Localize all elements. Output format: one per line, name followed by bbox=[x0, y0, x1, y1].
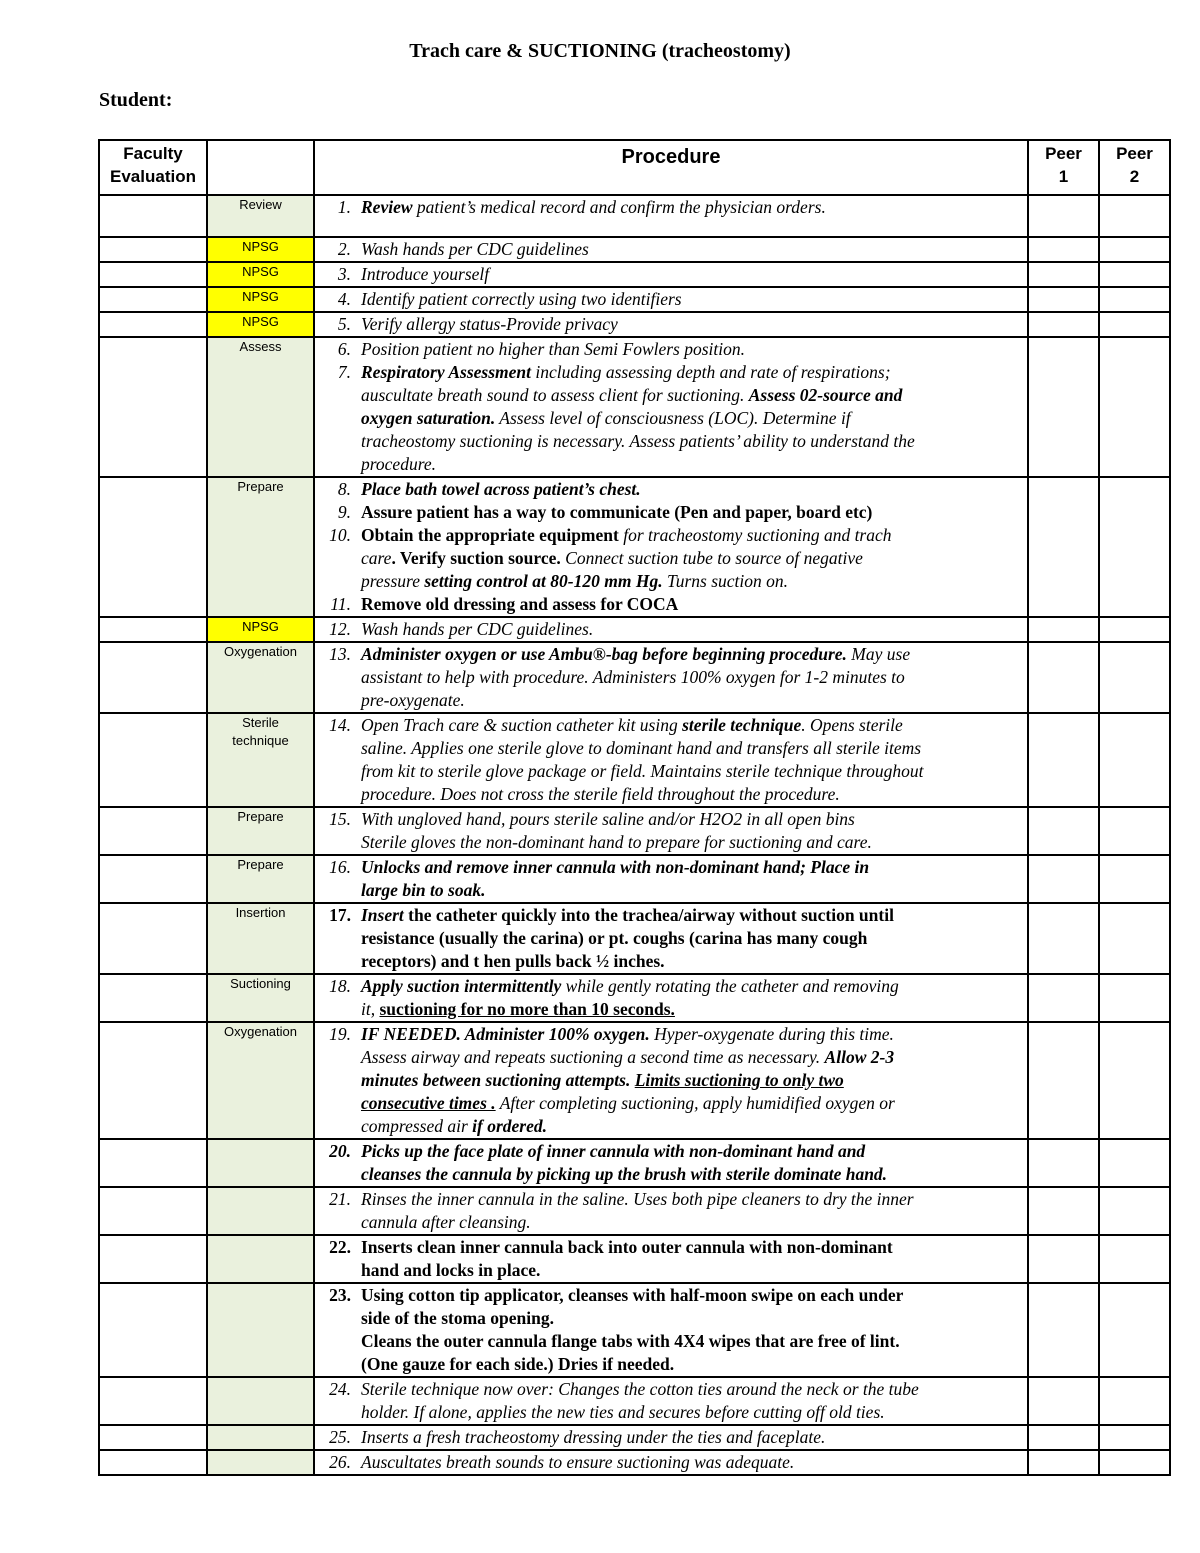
peer2-check-cell[interactable] bbox=[1099, 713, 1170, 807]
faculty-check-cell[interactable] bbox=[99, 262, 207, 287]
step-text: 8. Place bath towel across patient’s chest. 9. Assure patient has a way to communicate (Pen and paper, board etc) 10. Obtain the appropriate equipment for tracheostomy suctioning and trach care. Verify suction source. Connect suction tube to source of negative pressure setting control at 80-120 mm Hg. Turns suction on. 11. Remove old dressing and assess for COCA bbox=[314, 477, 1028, 617]
table-row bbox=[99, 337, 1170, 477]
peer1-check-cell[interactable] bbox=[1028, 1283, 1099, 1377]
peer1-check-cell[interactable] bbox=[1028, 1187, 1099, 1235]
header-row bbox=[99, 140, 1170, 195]
table-row bbox=[99, 1235, 1170, 1283]
peer1-check-cell[interactable] bbox=[1028, 903, 1099, 974]
peer1-check-cell[interactable] bbox=[1028, 237, 1099, 262]
faculty-check-cell[interactable] bbox=[99, 1022, 207, 1139]
peer2-check-cell[interactable] bbox=[1099, 642, 1170, 713]
table-row bbox=[99, 855, 1170, 903]
table-row bbox=[99, 1377, 1170, 1425]
category-label bbox=[207, 1377, 314, 1425]
faculty-check-cell[interactable] bbox=[99, 337, 207, 477]
step-text: 21. Rinses the inner cannula in the saline. Uses both pipe cleaners to dry the inner cannula after cleansing. bbox=[314, 1187, 1028, 1235]
peer1-check-cell[interactable] bbox=[1028, 807, 1099, 855]
step-text: 5. Verify allergy status-Provide privacy bbox=[314, 312, 1028, 337]
category-label bbox=[207, 1283, 314, 1377]
category-label: Prepare bbox=[207, 477, 314, 617]
peer1-check-cell[interactable] bbox=[1028, 337, 1099, 477]
step-text: 3. Introduce yourself bbox=[314, 262, 1028, 287]
procedure-header: Procedure bbox=[314, 140, 1028, 195]
step-text: 4. Identify patient correctly using two identifiers bbox=[314, 287, 1028, 312]
peer2-check-cell[interactable] bbox=[1099, 312, 1170, 337]
category-label bbox=[207, 1187, 314, 1235]
step-text: 24. Sterile technique now over: Changes the cotton ties around the neck or the tube holder. If alone, applies the new ties and secures before cutting off old ties. bbox=[314, 1377, 1028, 1425]
faculty-check-cell[interactable] bbox=[99, 1377, 207, 1425]
peer1-check-cell[interactable] bbox=[1028, 1425, 1099, 1450]
step-text: 26. Auscultates breath sounds to ensure suctioning was adequate. bbox=[314, 1450, 1028, 1475]
category-label: Assess bbox=[207, 337, 314, 477]
step-text: 18. Apply suction intermittently while gently rotating the catheter and removing it, suctioning for no more than 10 seconds. bbox=[314, 974, 1028, 1022]
peer2-check-cell[interactable] bbox=[1099, 287, 1170, 312]
table-row bbox=[99, 1425, 1170, 1450]
table-row bbox=[99, 237, 1170, 262]
faculty-check-cell[interactable] bbox=[99, 903, 207, 974]
category-label: Sterile technique bbox=[207, 713, 314, 807]
peer2-check-cell[interactable] bbox=[1099, 1425, 1170, 1450]
faculty-check-cell[interactable] bbox=[99, 713, 207, 807]
category-label bbox=[207, 1235, 314, 1283]
step-text: 12. Wash hands per CDC guidelines. bbox=[314, 617, 1028, 642]
peer2-header: Peer 2 bbox=[1099, 140, 1170, 195]
category-label: NPSG bbox=[207, 237, 314, 262]
faculty-check-cell[interactable] bbox=[99, 974, 207, 1022]
peer1-check-cell[interactable] bbox=[1028, 713, 1099, 807]
category-label: Insertion bbox=[207, 903, 314, 974]
step-text: 20. Picks up the face plate of inner cannula with non-dominant hand and cleanses the cannula by picking up the brush with sterile dominate hand. bbox=[314, 1139, 1028, 1187]
peer1-check-cell[interactable] bbox=[1028, 1022, 1099, 1139]
table-row bbox=[99, 287, 1170, 312]
peer2-check-cell[interactable] bbox=[1099, 262, 1170, 287]
faculty-check-cell[interactable] bbox=[99, 287, 207, 312]
peer2-check-cell[interactable] bbox=[1099, 195, 1170, 237]
peer1-check-cell[interactable] bbox=[1028, 287, 1099, 312]
table-row bbox=[99, 807, 1170, 855]
faculty-check-cell[interactable] bbox=[99, 617, 207, 642]
category-label: Oxygenation bbox=[207, 1022, 314, 1139]
step-text: 6. Position patient no higher than Semi Fowlers position. 7. Respiratory Assessment including assessing depth and rate of respirations; auscultate breath sound to assess client for suctioning. Assess 02-source and oxygen saturation. Assess level of consciousness (LOC). Determine if tracheostomy suctioning is necessary. Assess patients’ ability to understand the procedure. bbox=[314, 337, 1028, 477]
faculty-check-cell[interactable] bbox=[99, 1187, 207, 1235]
peer1-check-cell[interactable] bbox=[1028, 477, 1099, 617]
table-row bbox=[99, 1139, 1170, 1187]
peer2-check-cell[interactable] bbox=[1099, 337, 1170, 477]
step-text: 13. Administer oxygen or use Ambu®-bag before beginning procedure. May use assistant to help with procedure. Administers 100% oxygen for 1-2 minutes to pre-oxygenate. bbox=[314, 642, 1028, 713]
step-text: 2. Wash hands per CDC guidelines bbox=[314, 237, 1028, 262]
peer2-check-cell[interactable] bbox=[1099, 1377, 1170, 1425]
category-label: Prepare bbox=[207, 807, 314, 855]
faculty-check-cell[interactable] bbox=[99, 642, 207, 713]
table-row bbox=[99, 1450, 1170, 1475]
peer2-check-cell[interactable] bbox=[1099, 855, 1170, 903]
table-row bbox=[99, 1283, 1170, 1377]
faculty-check-cell[interactable] bbox=[99, 807, 207, 855]
table-row bbox=[99, 713, 1170, 807]
table-row bbox=[99, 262, 1170, 287]
faculty-check-cell[interactable] bbox=[99, 855, 207, 903]
faculty-evaluation-header: Faculty Evaluation bbox=[99, 140, 207, 195]
step-text: 15. With ungloved hand, pours sterile saline and/or H2O2 in all open bins Sterile gloves the non-dominant hand to prepare for suctioning and care. bbox=[314, 807, 1028, 855]
student-label: Student: bbox=[99, 89, 173, 111]
peer1-header: Peer 1 bbox=[1028, 140, 1099, 195]
step-text: 14. Open Trach care & suction catheter kit using sterile technique. Opens sterile saline. Applies one sterile glove to dominant hand and transfers all sterile items from kit to sterile glove package or field. Maintains sterile technique throughout procedure. Does not cross the sterile field throughout the procedure. bbox=[314, 713, 1028, 807]
step-text: 17. Insert the catheter quickly into the trachea/airway without suction until resistance (usually the carina) or pt. coughs (carina has many cough receptors) and t hen pulls back ½ inches. bbox=[314, 903, 1028, 974]
peer1-check-cell[interactable] bbox=[1028, 262, 1099, 287]
category-label: Oxygenation bbox=[207, 642, 314, 713]
peer2-check-cell[interactable] bbox=[1099, 1450, 1170, 1475]
peer1-check-cell[interactable] bbox=[1028, 642, 1099, 713]
peer2-check-cell[interactable] bbox=[1099, 1187, 1170, 1235]
faculty-check-cell[interactable] bbox=[99, 312, 207, 337]
category-label: NPSG bbox=[207, 262, 314, 287]
peer2-check-cell[interactable] bbox=[1099, 1022, 1170, 1139]
peer2-check-cell[interactable] bbox=[1099, 617, 1170, 642]
peer1-check-cell[interactable] bbox=[1028, 855, 1099, 903]
peer1-check-cell[interactable] bbox=[1028, 1450, 1099, 1475]
procedure-checklist-table bbox=[98, 139, 1171, 1476]
category-label: Suctioning bbox=[207, 974, 314, 1022]
step-text: 16. Unlocks and remove inner cannula with non-dominant hand; Place in large bin to soak. bbox=[314, 855, 1028, 903]
page-title: Trach care & SUCTIONING (tracheostomy) bbox=[409, 40, 791, 62]
peer1-check-cell[interactable] bbox=[1028, 195, 1099, 237]
peer2-check-cell[interactable] bbox=[1099, 237, 1170, 262]
category-label: Review bbox=[207, 195, 314, 237]
step-text: 1. Review patient’s medical record and confirm the physician orders. bbox=[314, 195, 1028, 237]
peer2-check-cell[interactable] bbox=[1099, 1283, 1170, 1377]
peer2-check-cell[interactable] bbox=[1099, 1139, 1170, 1187]
peer1-check-cell[interactable] bbox=[1028, 1235, 1099, 1283]
table-row bbox=[99, 1187, 1170, 1235]
category-label bbox=[207, 1450, 314, 1475]
category-label: NPSG bbox=[207, 287, 314, 312]
table-row bbox=[99, 195, 1170, 237]
table-row bbox=[99, 642, 1170, 713]
faculty-check-cell[interactable] bbox=[99, 195, 207, 237]
table-row bbox=[99, 903, 1170, 974]
peer2-check-cell[interactable] bbox=[1099, 807, 1170, 855]
step-text: 25. Inserts a fresh tracheostomy dressing under the ties and faceplate. bbox=[314, 1425, 1028, 1450]
table-row bbox=[99, 617, 1170, 642]
table-row bbox=[99, 312, 1170, 337]
faculty-check-cell[interactable] bbox=[99, 1283, 207, 1377]
peer1-check-cell[interactable] bbox=[1028, 617, 1099, 642]
category-header bbox=[207, 140, 314, 195]
step-text: 22. Inserts clean inner cannula back into outer cannula with non-dominant hand and locks in place. bbox=[314, 1235, 1028, 1283]
faculty-check-cell[interactable] bbox=[99, 237, 207, 262]
peer2-check-cell[interactable] bbox=[1099, 477, 1170, 617]
step-text: 19. IF NEEDED. Administer 100% oxygen. Hyper-oxygenate during this time. Assess airway and repeats suctioning a second time as necessary. Allow 2-3 minutes between suctioning attempts. Limits suctioning to only two consecutive times . After completing suctioning, apply humidified oxygen or compressed air if ordered. bbox=[314, 1022, 1028, 1139]
table-row bbox=[99, 974, 1170, 1022]
category-label: NPSG bbox=[207, 617, 314, 642]
faculty-check-cell[interactable] bbox=[99, 1450, 207, 1475]
category-label bbox=[207, 1139, 314, 1187]
faculty-check-cell[interactable] bbox=[99, 1139, 207, 1187]
step-text: 23. Using cotton tip applicator, cleanses with half-moon swipe on each under side of the stoma opening. Cleans the outer cannula flange tabs with 4X4 wipes that are free of lint. (One gauze for each side.) Dries if needed. bbox=[314, 1283, 1028, 1377]
table-row bbox=[99, 477, 1170, 617]
peer1-check-cell[interactable] bbox=[1028, 1377, 1099, 1425]
peer2-check-cell[interactable] bbox=[1099, 903, 1170, 974]
faculty-check-cell[interactable] bbox=[99, 1425, 207, 1450]
category-label bbox=[207, 1425, 314, 1450]
peer1-check-cell[interactable] bbox=[1028, 312, 1099, 337]
category-label: NPSG bbox=[207, 312, 314, 337]
peer1-check-cell[interactable] bbox=[1028, 974, 1099, 1022]
faculty-check-cell[interactable] bbox=[99, 1235, 207, 1283]
peer1-check-cell[interactable] bbox=[1028, 1139, 1099, 1187]
category-label: Prepare bbox=[207, 855, 314, 903]
faculty-check-cell[interactable] bbox=[99, 477, 207, 617]
table-row bbox=[99, 1022, 1170, 1139]
peer2-check-cell[interactable] bbox=[1099, 1235, 1170, 1283]
peer2-check-cell[interactable] bbox=[1099, 974, 1170, 1022]
